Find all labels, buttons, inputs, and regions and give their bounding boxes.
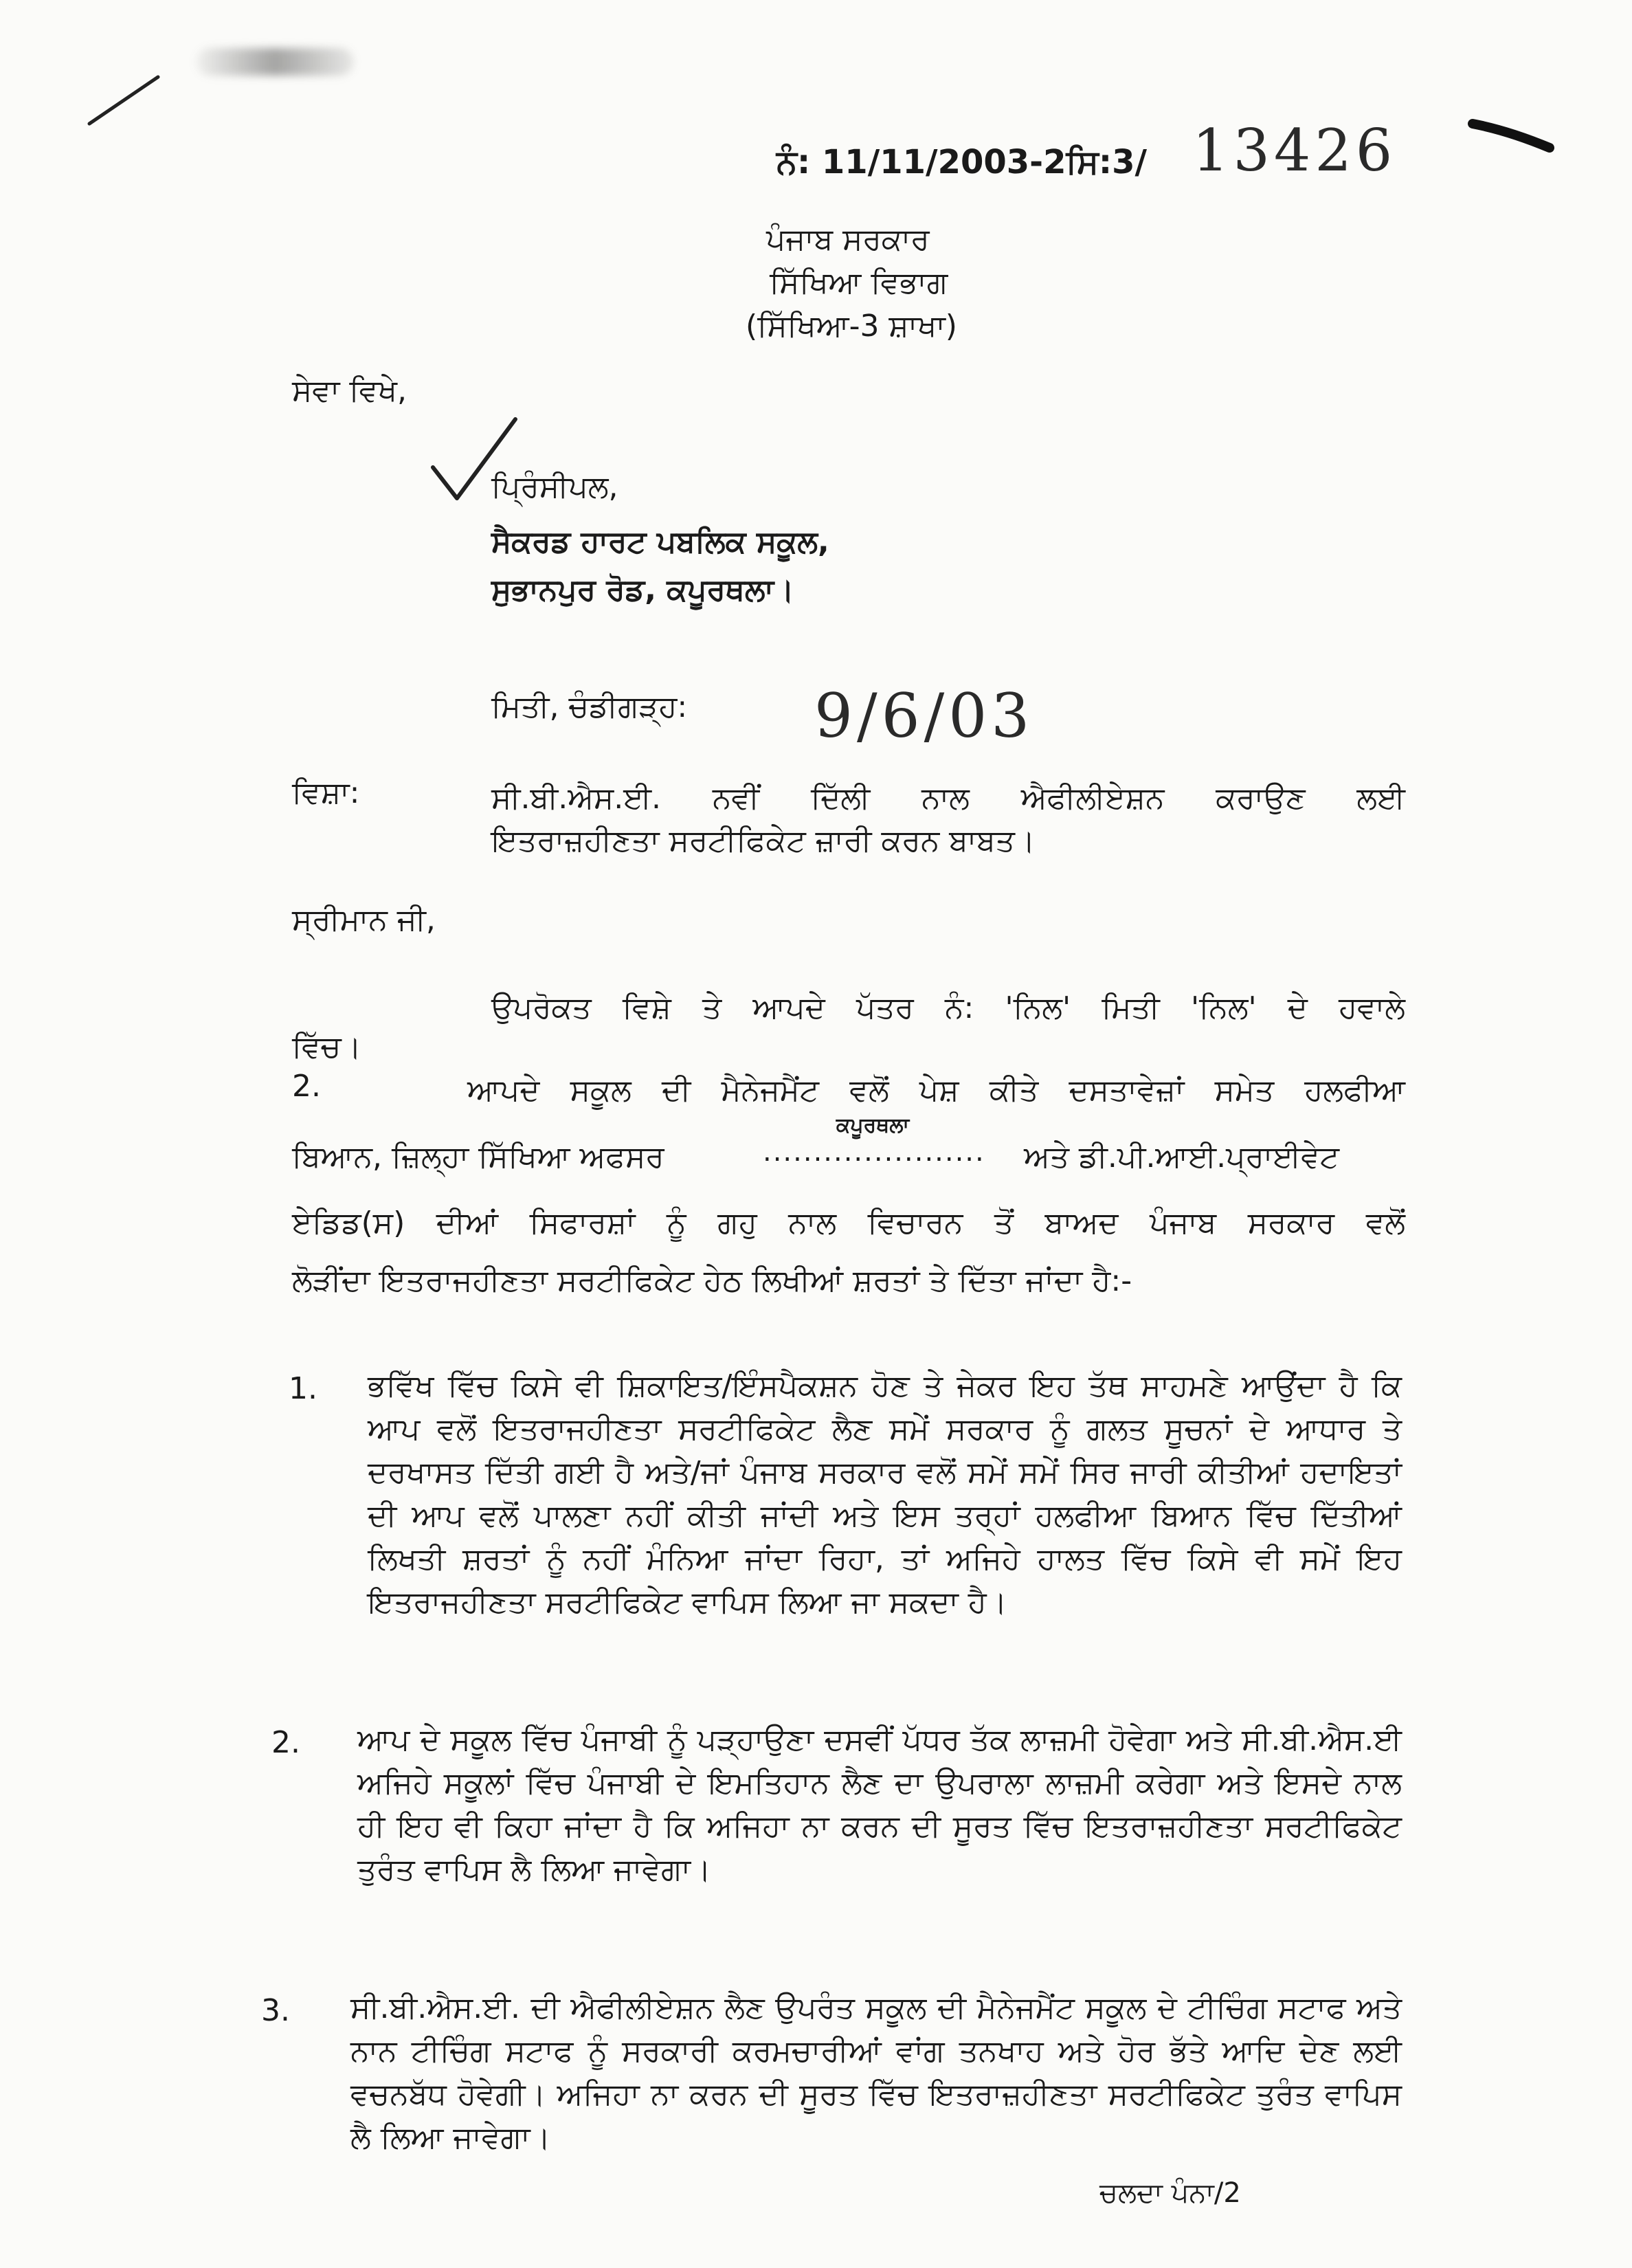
heading-branch: (ਸਿੱਖਿਆ-3 ਸ਼ਾਖਾ) [746, 309, 957, 344]
subject-label: ਵਿਸ਼ਾ: [292, 775, 360, 810]
addressee-school: ਸੈਕਰਡ ਹਾਰਟ ਪਬਲਿਕ ਸਕੂਲ, [491, 524, 829, 559]
condition-3-number: 3. [261, 1993, 290, 2028]
para1-line-2: ਵਿੱਚ। [292, 1030, 362, 1065]
handwritten-date: 9/6/03 [814, 680, 1034, 751]
district-dots: ...................... [763, 1136, 985, 1168]
para2-line-4: ਲੋੜੀਂਦਾ ਇਤਰਾਜਹੀਣਤਾ ਸਰਟੀਫਿਕੇਟ ਹੇਠ ਲਿਖੀਆਂ ਸ਼ਰਤਾਂ ਤੇ ਦਿੱਤਾ ਜਾਂਦਾ ਹੈ:- [292, 1263, 1132, 1298]
para2-number: 2. [292, 1069, 321, 1104]
heading-government: ਪੰਜਾਬ ਸਰਕਾਰ [766, 222, 930, 257]
condition-2-text: ਆਪ ਦੇ ਸਕੂਲ ਵਿੱਚ ਪੰਜਾਬੀ ਨੂੰ ਪੜ੍ਹਾਉਣਾ ਦਸਵੀਂ ਪੱਧਰ ਤੱਕ ਲਾਜ਼ਮੀ ਹੋਵੇਗਾ ਅਤੇ ਸੀ.ਬੀ.ਐਸ.ਈ ਅਜਿਹੇ ਸਕੂਲਾਂ ਵਿੱਚ ਪੰਜਾਬੀ ਦੇ ਇਮਤਿਹਾਨ ਲੈਣ ਦਾ ਉਪਰਾਲਾ ਲਾਜ਼ਮੀ ਕਰੇਗਾ ਅਤੇ ਇਸਦੇ ਨਾਲ ਹੀ ਇਹ ਵੀ ਕਿਹਾ ਜਾਂਦਾ ਹੈ ਕਿ ਅਜਿਹਾ ਨਾ ਕਰਨ ਦੀ ਸੂਰਤ ਵਿੱਚ ਇਤਰਾਜ਼ਹੀਣਤਾ ਸਰਟੀਫਿਕੇਟ ਤੁਰੰਤ ਵਾਪਿਸ ਲੈ ਲਿਆ ਜਾਵੇਗਾ। [357, 1722, 1402, 1887]
addressee-title: ਪ੍ਰਿੰਸੀਪਲ, [491, 469, 618, 504]
para2-line-1: ਆਪਦੇ ਸਕੂਲ ਦੀ ਮੈਨੇਜਮੈਂਟ ਵਲੋਂ ਪੇਸ਼ ਕੀਤੇ ਦਸਤਾਵੇਜ਼ਾਂ ਸਮੇਤ ਹਲਫੀਆ [467, 1073, 1405, 1108]
district-fill-in [763, 1113, 983, 1166]
subject-line-2: ਇਤਰਾਜ਼ਹੀਣਤਾ ਸਰਟੀਫਿਕੇਟ ਜ਼ਾਰੀ ਕਰਨ ਬਾਬਤ। [491, 823, 1036, 858]
condition-1-text: ਭਵਿੱਖ ਵਿੱਚ ਕਿਸੇ ਵੀ ਸ਼ਿਕਾਇਤ/ਇੰਸਪੈਕਸ਼ਨ ਹੋਣ ਤੇ ਜੇਕਰ ਇਹ ਤੱਥ ਸਾਹਮਣੇ ਆਉਂਦਾ ਹੈ ਕਿ ਆਪ ਵਲੋਂ ਇਤਰਾਜਹੀਣਤਾ ਸਰਟੀਫਿਕੇਟ ਲੈਣ ਸਮੇਂ ਸਰਕਾਰ ਨੂੰ ਗਲਤ ਸੂਚਨਾਂ ਦੇ ਆਧਾਰ ਤੇ ਦਰਖਾਸਤ ਦਿੱਤੀ ਗਈ ਹੈ ਅਤੇ/ਜਾਂ ਪੰਜਾਬ ਸਰਕਾਰ ਵਲੋਂ ਸਮੇਂ ਸਮੇਂ ਸਿਰ ਜਾਰੀ ਕੀਤੀਆਂ ਹਦਾਇਤਾਂ ਦੀ ਆਪ ਵਲੋਂ ਪਾਲਣਾ ਨਹੀਂ ਕੀਤੀ ਜਾਂਦੀ ਅਤੇ ਇਸ ਤਰ੍ਹਾਂ ਹਲਫੀਆ ਬਿਆਨ ਵਿੱਚ ਦਿੱਤੀਆਂ ਲਿਖਤੀ ਸ਼ਰਤਾਂ ਨੂੰ ਨਹੀਂ ਮੰਨਿਆ ਜਾਂਦਾ ਰਿਹਾ, ਤਾਂ ਅਜਿਹੇ ਹਾਲਤ ਵਿੱਚ ਕਿਸੇ ਵੀ ਸਮੇਂ ਇਹ ਇਤਰਾਜਹੀਣਤਾ ਸਰਟੀਫਿਕੇਟ ਵਾਪਿਸ ਲਿਆ ਜਾ ਸਕਦਾ ਹੈ। [368, 1368, 1402, 1620]
district-name: ਕਪੂਰਥਲਾ [836, 1113, 910, 1137]
continued-page-note: ਚਲਦਾ ਪੰਨਾ/2 [1099, 2177, 1241, 2209]
date-label: ਮਿਤੀ, ਚੰਡੀਗੜ੍ਹ: [491, 689, 688, 724]
condition-1-number: 1. [289, 1371, 317, 1406]
subject-line-1: ਸੀ.ਬੀ.ਐਸ.ਈ. ਨਵੀਂ ਦਿੱਲੀ ਨਾਲ ਐਫੀਲੀਏਸ਼ਨ ਕਰਾਉਣ ਲਈ [491, 781, 1405, 816]
pen-stroke-mark [82, 69, 165, 131]
para1-line-1: ਉਪਰੋਕਤ ਵਿਸ਼ੇ ਤੇ ਆਪਦੇ ਪੱਤਰ ਨੰ: 'ਨਿਲ' ਮਿਤੀ 'ਨਿਲ' ਦੇ ਹਵਾਲੇ [491, 990, 1405, 1025]
para2-line-3: ਏਡਿਡ(ਸ) ਦੀਆਂ ਸਿਫਾਰਸ਼ਾਂ ਨੂੰ ਗਹੁ ਨਾਲ ਵਿਚਾਰਨ ਤੋਂ ਬਾਅਦ ਪੰਜਾਬ ਸਰਕਾਰ ਵਲੋਂ [292, 1205, 1405, 1241]
corner-ink-mark [1467, 110, 1563, 158]
reference-number: ਨੰ: 11/11/2003-2ਸਿ:3/ [776, 143, 1148, 181]
condition-3-text: ਸੀ.ਬੀ.ਐਸ.ਈ. ਦੀ ਐਫੀਲੀਏਸ਼ਨ ਲੈਣ ਉਪਰੰਤ ਸਕੂਲ ਦੀ ਮੈਨੇਜਮੈਂਟ ਸਕੂਲ ਦੇ ਟੀਚਿੰਗ ਸਟਾਫ ਅਤੇ ਨਾਨ ਟੀਚਿੰਗ ਸਟਾਫ ਨੂੰ ਸਰਕਾਰੀ ਕਰਮਚਾਰੀਆਂ ਵਾਂਗ ਤਨਖਾਹ ਅਤੇ ਹੋਰ ਭੱਤੇ ਆਦਿ ਦੇਣ ਲਈ ਵਚਨਬੱਧ ਹੋਵੇਗੀ। ਅਜਿਹਾ ਨਾ ਕਰਨ ਦੀ ਸੂਰਤ ਵਿੱਚ ਇਤਰਾਜ਼ਹੀਣਤਾ ਸਰਟੀਫਿਕੇਟ ਤੁਰੰਤ ਵਾਪਿਸ ਲੈ ਲਿਆ ਜਾਵੇਗਾ। [350, 1990, 1402, 2155]
condition-2-number: 2. [271, 1725, 300, 1760]
para2-line-2-after: ਅਤੇ ਡੀ.ਪੀ.ਆਈ.ਪ੍ਰਾਈਵੇਟ [1024, 1139, 1339, 1175]
handwritten-diary-number: 13426 [1192, 117, 1397, 184]
greeting: ਸ੍ਰੀਮਾਨ ਜੀ, [292, 902, 436, 937]
para2-line-2-before: ਬਿਆਨ, ਜ਼ਿਲ੍ਹਾ ਸਿੱਖਿਆ ਅਫਸਰ [292, 1139, 664, 1175]
scan-smudge [196, 48, 354, 76]
heading-department: ਸਿੱਖਿਆ ਵਿਭਾਗ [770, 265, 948, 300]
addressee-address: ਸੁਭਾਨਪੁਰ ਰੋਡ, ਕਪੂਰਥਲਾ। [491, 572, 794, 608]
salutation-to: ਸੇਵਾ ਵਿਖੇ, [292, 373, 407, 408]
